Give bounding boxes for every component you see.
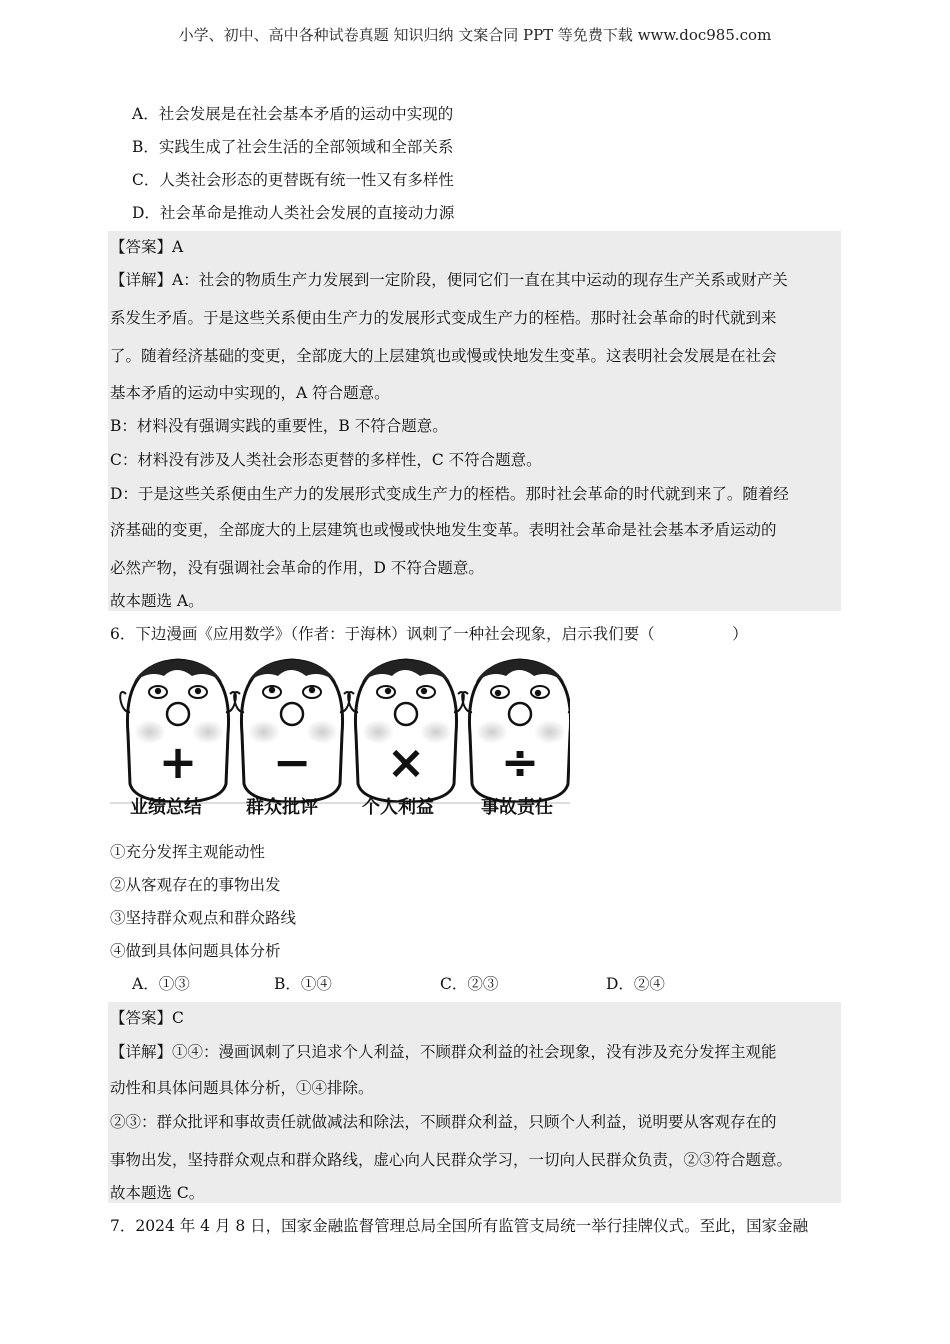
q5-option-b: B．实践生成了社会生活的全部领域和全部关系 [132, 138, 454, 156]
cartoon-caption: 事故责任 [481, 797, 553, 818]
q5-detail-line: 必然产物，没有强调社会革命的作用，D 不符合题意。 [110, 559, 484, 577]
q6-statement: ④做到具体问题具体分析 [110, 942, 281, 960]
q6-detail-line: 事物出发，坚持群众观点和群众路线，虚心向人民群众学习，一切向人民群众负责，②③符合题意。 [110, 1151, 793, 1169]
q5-detail-line: C：材料没有涉及人类社会形态更替的多样性，C 不符合题意。 [110, 451, 542, 469]
q6-detail-line: 【详解】①④：漫画讽刺了只追求个人利益，不顾群众利益的社会现象，没有涉及充分发挥主观能 [110, 1043, 777, 1061]
q6-answer-block [108, 1002, 841, 1203]
q6-statement: ②从客观存在的事物出发 [110, 876, 281, 894]
cartoon-caption: 群众批评 [246, 797, 318, 818]
q6-choice-d: D．②④ [606, 975, 665, 993]
q6-stem: 6．下边漫画《应用数学》（作者：于海林）讽刺了一种社会现象，启示我们要（ ） [110, 625, 748, 643]
face-minus [234, 660, 350, 802]
q5-detail-line: D：于是这些关系便由生产力的发展形式变成生产力的桎梏。那时社会革命的时代就到来了。随着经 [110, 485, 789, 503]
cartoon-caption: 个人利益 [362, 797, 434, 818]
q5-detail-line: 故本题选 A。 [110, 592, 204, 610]
q6-choice-a: A．①③ [132, 975, 190, 993]
q6-statement: ③坚持群众观点和群众路线 [110, 909, 297, 927]
q6-detail-line: 动性和具体问题具体分析，①④排除。 [110, 1079, 374, 1097]
q6-choice-c: C．②③ [440, 975, 499, 993]
q5-detail-line: 济基础的变更，全部庞大的上层建筑也或慢或快地发生变革。表明社会革命是社会基本矛盾运动的 [110, 521, 777, 539]
q5-option-a: A．社会发展是在社会基本矛盾的运动中实现的 [132, 105, 454, 123]
face-symbol: ÷ [500, 735, 540, 789]
q6-statement: ①充分发挥主观能动性 [110, 843, 266, 861]
page-header: 小学、初中、高中各种试卷真题 知识归纳 文案合同 PPT 等免费下载 www.doc985.com [178, 26, 772, 44]
q5-option-d: D．社会革命是推动人类社会发展的直接动力源 [132, 204, 455, 222]
face-divide [462, 660, 570, 802]
q6-answer: 【答案】C [110, 1009, 184, 1027]
cartoon-caption: 业绩总结 [130, 797, 202, 818]
face-plus [120, 660, 236, 802]
q5-detail-line: 系发生矛盾。于是这些关系便由生产力的发展形式变成生产力的桎梏。那时社会革命的时代就到来 [110, 309, 777, 327]
q5-detail-line: 【详解】A：社会的物质生产力发展到一定阶段，便同它们一直在其中运动的现存生产关系或财产关 [110, 271, 788, 289]
face-symbol: + [158, 735, 198, 789]
q6-detail-line: ②③：群众批评和事故责任就做减法和除法，不顾群众利益，只顾个人利益，说明要从客观存在的 [110, 1113, 777, 1131]
q5-detail-line: 了。随着经济基础的变更，全部庞大的上层建筑也或慢或快地发生变革。这表明社会发展是在社会 [110, 347, 777, 365]
q7-stem: 7．2024 年 4 月 8 日，国家金融监督管理总局全国所有监管支局统一举行挂牌仪式。至此，国家金融 [110, 1217, 809, 1235]
face-symbol: × [386, 735, 426, 789]
q5-answer: 【答案】A [110, 238, 184, 256]
q5-detail-line: 基本矛盾的运动中实现的，A 符合题意。 [110, 384, 390, 402]
face-symbol: − [272, 735, 312, 789]
q6-choice-b: B．①④ [274, 975, 332, 993]
q5-option-c: C．人类社会形态的更替既有统一性又有多样性 [132, 171, 454, 189]
q5-detail-line: B：材料没有强调实践的重要性，B 不符合题意。 [110, 417, 448, 435]
q6-detail-line: 故本题选 C。 [110, 1184, 205, 1202]
face-times [348, 660, 464, 802]
